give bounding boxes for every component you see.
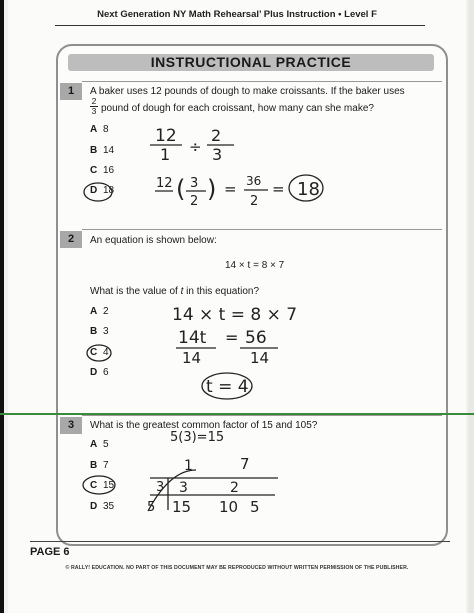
hw-q1-12: 12 (155, 126, 177, 146)
choice-letter: D (90, 185, 98, 196)
choice-letter: B (90, 326, 98, 337)
copyright-notice: © RALLY! EDUCATION. NO PART OF THIS DOCUMENT MAY BE REPRODUCED WITHOUT WRITTEN PERMISSION OF THE PUBLISHER. (65, 565, 409, 571)
hw-q1-equals-1: = (224, 180, 237, 198)
hw-q2-equation: 14 × t = 8 × 7 (172, 305, 298, 325)
hw-q2-14-left: 14 (182, 349, 202, 367)
hw-q2-14-right: 14 (250, 349, 270, 367)
hw-q1-divide: ÷ (189, 138, 202, 156)
choice-value: 6 (103, 367, 109, 378)
hw-q3-5x3: 5(3)=15 (170, 430, 225, 445)
question-number-1: 1 (60, 83, 82, 100)
fraction-numerator: 2 (91, 96, 97, 106)
choice-letter: D (90, 501, 98, 512)
hw-q3-1: 1 (184, 458, 193, 474)
hw-q1-paren-close: ) (207, 175, 217, 203)
question-2-text: An equation is shown below: (90, 235, 217, 246)
prompt-start: What is the value of (90, 286, 181, 297)
hw-q1-paren-open: ( (176, 175, 186, 203)
hw-q2-56: 56 (245, 328, 267, 348)
question-2-equation: 14 × t = 8 × 7 (225, 260, 285, 271)
question-3-text: What is the greatest common factor of 15 and 105? (90, 420, 318, 431)
q3-selected-circle (83, 476, 115, 494)
hw-q3-10: 10 (219, 498, 239, 516)
choice-value: 18 (103, 185, 115, 196)
q1-selected-circle (84, 183, 115, 201)
prompt-variable: t (180, 286, 184, 297)
question-number-3: 3 (60, 417, 82, 434)
hw-q1-3: 3 (212, 145, 223, 164)
choice-value: 5 (103, 439, 109, 450)
choice-letter: C (90, 480, 98, 491)
hw-q3-5: 5 (250, 498, 260, 516)
choice-value: 7 (103, 460, 109, 471)
hw-q3-5-left: 5 (147, 500, 156, 515)
choice-letter: B (90, 460, 98, 471)
hw-q1-12b: 12 (156, 176, 173, 191)
question-1-text-line1: A baker uses 12 pounds of dough to make croissants. If the baker uses (90, 86, 405, 97)
hw-q2-14t: 14t (178, 328, 207, 348)
hw-q3-3: 3 (179, 480, 188, 496)
choice-letter: A (90, 439, 98, 450)
fraction-denominator: 3 (91, 106, 97, 116)
choice-letter: C (90, 347, 98, 358)
choice-value: 2 (103, 306, 109, 317)
hw-q2-equals: = (225, 328, 239, 347)
hw-q1-answer: 18 (297, 179, 320, 200)
hw-q1-2b: 2 (190, 194, 199, 209)
choice-value: 35 (103, 501, 115, 512)
hw-q3-15: 15 (172, 498, 192, 516)
hw-q1-2: 2 (211, 126, 222, 145)
footer-rule (30, 541, 450, 542)
hw-q1-36: 36 (246, 174, 262, 188)
prompt-end: in this equation? (183, 286, 260, 297)
hw-q2-answer: t = 4 (206, 377, 249, 397)
choice-letter: A (90, 306, 98, 317)
choice-letter: B (90, 145, 98, 156)
hw-q1-1: 1 (160, 145, 171, 164)
choice-letter: D (90, 367, 98, 378)
page-header: Next Generation NY Math Rehearsal’ Plus Instruction • Level F (97, 9, 377, 20)
page-number: PAGE 6 (30, 546, 70, 558)
question-number-2: 2 (60, 231, 82, 248)
hw-q3-2: 2 (230, 480, 239, 496)
choice-value: 3 (103, 326, 109, 337)
section-banner: INSTRUCTIONAL PRACTICE (68, 54, 434, 71)
question-1-text-line2: pound of dough for each croissant, how many can she make? (101, 103, 374, 114)
choice-value: 14 (103, 145, 115, 156)
choice-value: 15 (103, 480, 115, 491)
hw-q1-2c: 2 (250, 194, 259, 209)
hw-q3-3-left: 3 (156, 480, 165, 495)
choice-value: 4 (103, 347, 109, 358)
hw-q1-3b: 3 (190, 176, 199, 191)
choice-value: 8 (103, 124, 109, 135)
hw-q3-7: 7 (240, 455, 250, 473)
hw-q1-equals-2: = (272, 180, 285, 198)
choice-value: 16 (103, 165, 115, 176)
choice-letter: A (90, 124, 98, 135)
q2-selected-circle (87, 345, 111, 361)
choice-letter: C (90, 165, 98, 176)
